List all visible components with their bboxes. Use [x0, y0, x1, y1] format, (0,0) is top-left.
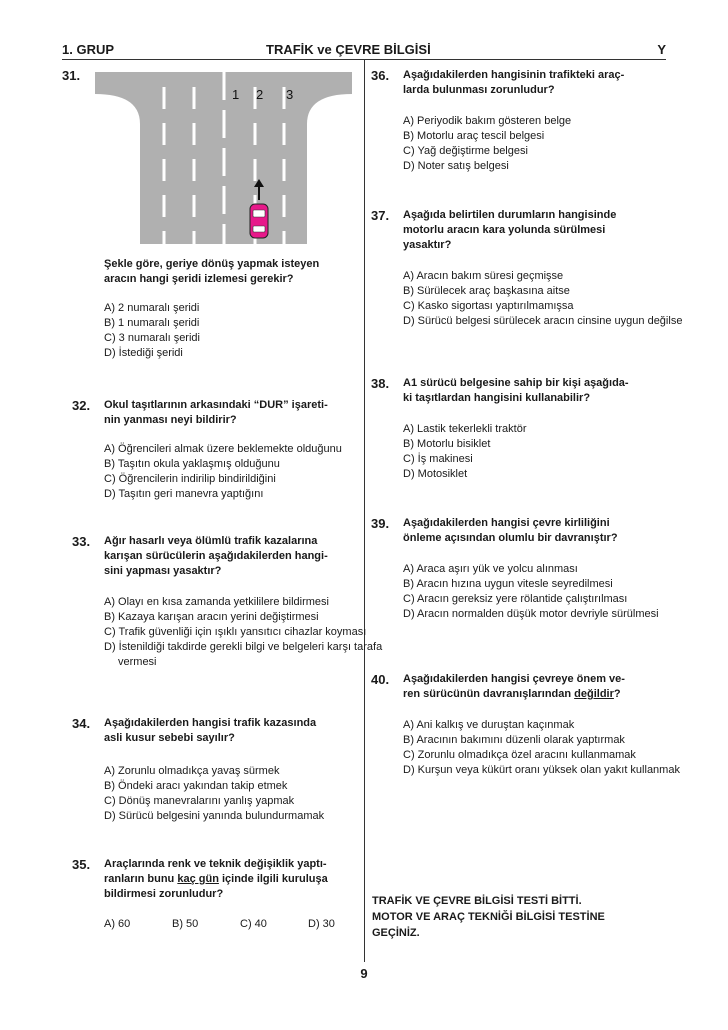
option-c: C) Öğrencilerin indirilip bindirildiğini: [104, 473, 276, 485]
option-c: C) Yağ değiştirme belgesi: [403, 145, 528, 157]
question-text-part-1: Araçlarında renk ve teknik değişiklik yaptı- ranların bunu: [104, 858, 327, 885]
question-39: [371, 516, 688, 622]
options-list: [403, 422, 688, 482]
road-lane-figure: [95, 72, 352, 244]
question-text: Aşağıdakilerden hangisi trafik kazasında asli kusur sebebi sayılır?: [104, 717, 317, 744]
question-text: [403, 672, 688, 702]
option-b: B) Kazaya karışan aracın yerini değiştirmesi: [104, 611, 319, 623]
option-b: B) Öndeki aracı yakından takip etmek: [104, 780, 288, 792]
question-number: 40.: [371, 672, 390, 687]
page-title: TRAFİK ve ÇEVRE BİLGİSİ: [266, 42, 431, 57]
option-a: A) Öğrencileri almak üzere beklemekte olduğunu: [104, 443, 342, 455]
option-b: B) Motorlu araç tescil belgesi: [403, 130, 545, 142]
question-text-part-2: içinde ilgili kuruluşa bildirmesi zorunludur?: [104, 873, 328, 900]
test-end-note: TRAFİK VE ÇEVRE BİLGİSİ TESTİ BİTTİ. MOTOR VE ARAÇ TEKNİĞİ BİLGİSİ TESTİNE GEÇİNİZ.: [372, 895, 605, 939]
question-number: 39.: [371, 516, 390, 531]
option-d: D) Aracın normalden düşük motor devriyle sürülmesi: [403, 608, 659, 620]
options-row: [104, 918, 389, 930]
options-list: [104, 764, 389, 824]
question-40: [371, 672, 688, 778]
options-list: [403, 562, 688, 622]
options-list: [403, 114, 688, 174]
question-number: 32.: [72, 398, 91, 413]
question-number: 38.: [371, 376, 390, 391]
options-list: [104, 442, 389, 502]
option-a: A) Aracın bakım süresi geçmişse: [403, 270, 564, 282]
option-b: B) Aracın hızına uygun vitesle seyredilmesi: [403, 578, 613, 590]
option-a: A) Periyodik bakım gösteren belge: [403, 115, 572, 127]
question-32: [72, 398, 389, 502]
option-c: C) Zorunlu olmadıkça özel aracını kullanmamak: [403, 749, 636, 761]
question-number: 34.: [72, 716, 91, 731]
option-a: A) 60: [104, 918, 131, 930]
question-number: 37.: [371, 208, 390, 223]
question-33: [72, 534, 389, 670]
question-31: [104, 257, 389, 361]
option-c: C) Aracın gereksiz yere rölantide çalıştırılması: [403, 593, 628, 605]
option-d: D) Taşıtın geri manevra yaptığını: [104, 488, 264, 500]
option-d: D) Sürücü belgesini yanında bulundurmamak: [104, 810, 325, 822]
option-b: B) 1 numaralı şeridi: [104, 317, 200, 329]
option-c: C) Kasko sigortası yaptırılmamışsa: [403, 300, 574, 312]
option-d: D) Kurşun veya kükürt oranı yüksek olan yakıt kullanmak: [403, 764, 680, 776]
option-a: A) Ani kalkış ve duruştan kaçınmak: [403, 719, 575, 731]
option-a: A) Araca aşırı yük ve yolcu alınması: [403, 563, 578, 575]
question-text: A1 sürücü belgesine sahip bir kişi aşağıda- ki taşıtlardan hangisini kullanabilir?: [403, 377, 629, 404]
option-a: A) Olayı en kısa zamanda yetkililere bildirmesi: [104, 596, 329, 608]
option-d: D) 30: [308, 918, 335, 930]
question-text-emphasis: değildir: [574, 688, 614, 700]
option-b: B) Motorlu bisiklet: [403, 438, 491, 450]
option-d: D) Motosiklet: [403, 468, 468, 480]
question-text: Aşağıdakilerden hangisi çevre kirliliğini önleme açısından olumlu bir davranıştır?: [403, 517, 618, 544]
question-number: 33.: [72, 534, 91, 549]
option-c: C) İş makinesi: [403, 453, 473, 465]
booklet-type: Y: [657, 42, 666, 57]
lane-label-2: 2: [256, 87, 264, 102]
option-c: C) 3 numaralı şeridi: [104, 332, 200, 344]
option-d: D) Sürücü belgesi sürülecek aracın cinsine uygun değilse: [403, 315, 683, 327]
option-c: C) Dönüş manevralarını yanlış yapmak: [104, 795, 295, 807]
question-34: [72, 716, 389, 824]
option-d: D) Noter satış belgesi: [403, 160, 509, 172]
option-d: D) İstediği şeridi: [104, 347, 183, 359]
lane-label-1: 1: [232, 87, 240, 102]
group-label: 1. GRUP: [62, 42, 115, 57]
options-list: [403, 718, 688, 778]
question-text: Ağır hasarlı veya ölümlü trafik kazalarına karışan sürücülerin aşağıdakilerden hangi- sini yapması yasaktır?: [104, 535, 328, 577]
question-text-part-2: ?: [613, 688, 621, 700]
option-a: A) Zorunlu olmadıkça yavaş sürmek: [104, 765, 280, 777]
option-b: B) Sürülecek araç başkasına aitse: [403, 285, 570, 297]
option-a: A) Lastik tekerlekli traktör: [403, 423, 527, 435]
option-c: C) Trafik güvenliği için ışıklı yansıtıcı cihazlar koyması: [104, 626, 367, 638]
options-list: [104, 301, 389, 361]
option-d: D) İstenildiği takdirde gerekli bilgi ve belgeleri karşı tarafa vermesi: [104, 641, 383, 668]
question-text-emphasis: kaç gün: [177, 873, 219, 885]
question-text: Okul taşıtlarının arkasındaki “DUR” işareti- nin yanması neyi bildirir?: [104, 399, 328, 426]
question-38: [371, 376, 688, 482]
question-text: Aşağıdakilerden hangisinin trafikteki araç- larda bulunması zorunludur?: [403, 69, 625, 96]
question-number: 36.: [371, 68, 390, 83]
options-list: [104, 595, 389, 670]
page-number: 9: [360, 966, 368, 981]
question-text: [104, 857, 389, 902]
q31-number: 31.: [62, 68, 81, 83]
option-c: C) 40: [240, 918, 267, 930]
question-36: [371, 68, 688, 174]
question-text-part-1: Aşağıdakilerden hangisi çevreye önem ve- ren sürücünün davranışlarından: [403, 673, 625, 700]
column-divider: [364, 60, 365, 962]
option-b: B) Taşıtın okula yaklaşmış olduğunu: [104, 458, 280, 470]
question-37: [371, 208, 688, 329]
lane-label-3: 3: [286, 87, 294, 102]
option-b: B) 50: [172, 918, 199, 930]
question-35: [72, 857, 389, 930]
options-list: [403, 269, 688, 329]
question-text: Aşağıda belirtilen durumların hangisinde motorlu aracın kara yolunda sürülmesi yasaktır?: [403, 209, 617, 251]
option-b: B) Aracının bakımını düzenli olarak yaptırmak: [403, 734, 625, 746]
question-text: Şekle göre, geriye dönüş yapmak isteyen aracın hangi şeridi izlemesi gerekir?: [104, 258, 320, 285]
car-icon: [250, 204, 268, 238]
option-a: A) 2 numaralı şeridi: [104, 302, 200, 314]
question-number: 35.: [72, 857, 91, 872]
